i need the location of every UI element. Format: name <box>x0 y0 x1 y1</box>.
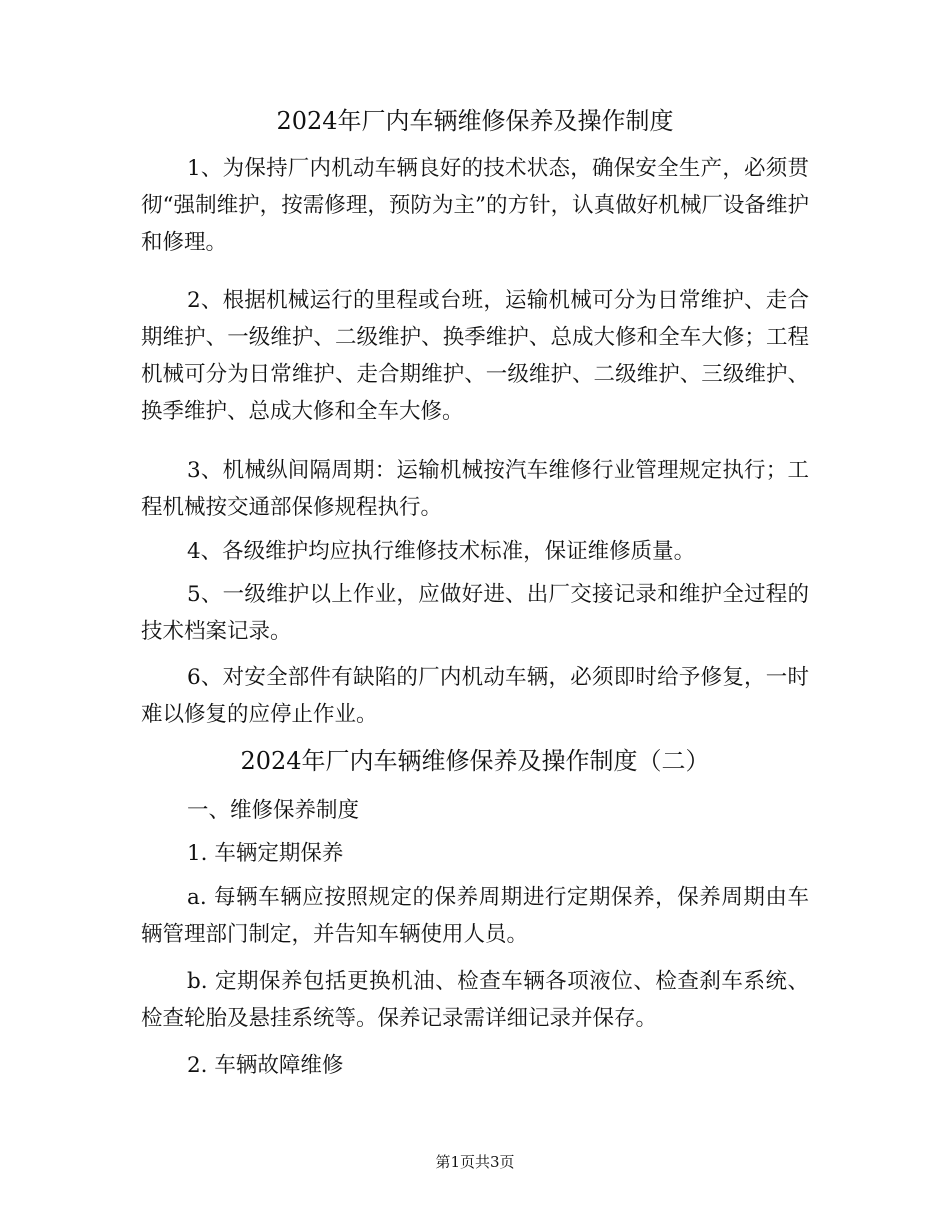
item-1-b: b. 定期保养包括更换机油、检查车辆各项液位、检查刹车系统、检查轮胎及悬挂系统等。保养记录需详细记录并保存。 <box>141 969 809 1031</box>
item-1-a: a. 每辆车辆应按照规定的保养周期进行定期保养，保养周期由车辆管理部门制定，并告知车辆使用人员。 <box>141 885 809 947</box>
page-number: 第1页共3页 <box>435 1153 515 1171</box>
paragraph-2: 2、根据机械运行的里程或台班，运输机械可分为日常维护、走合期维护、一级维护、二级维护、换季维护、总成大修和全车大修；工程机械可分为日常维护、走合期维护、一级维护、二级维护、三级维护、换季维护、总成大修和全车大修。 <box>141 288 809 424</box>
paragraph-3: 3、机械纵间隔周期：运输机械按汽车维修行业管理规定执行；工程机械按交通部保修规程执行。 <box>141 458 809 520</box>
item-1-heading: 1. 车辆定期保养 <box>187 841 344 866</box>
paragraph-5: 5、一级维护以上作业，应做好进、出厂交接记录和维护全过程的技术档案记录。 <box>141 582 809 644</box>
paragraph-1: 1、为保持厂内机动车辆良好的技术状态，确保安全生产，必须贯彻“强制维护，按需修理，预防为主”的方针，认真做好机械厂设备维护和修理。 <box>141 156 809 255</box>
paragraph-6: 6、对安全部件有缺陷的厂内机动车辆，必须即时给予修复，一时难以修复的应停止作业。 <box>141 665 809 727</box>
item-2-heading: 2. 车辆故障维修 <box>187 1053 344 1078</box>
paragraph-4: 4、各级维护均应执行维修技术标准，保证维修质量。 <box>187 539 696 564</box>
section-title: 2024年厂内车辆维修保养及操作制度（二） <box>240 747 710 775</box>
document-title: 2024年厂内车辆维修保养及操作制度 <box>276 107 674 135</box>
section-heading: 一、维修保养制度 <box>187 798 360 823</box>
